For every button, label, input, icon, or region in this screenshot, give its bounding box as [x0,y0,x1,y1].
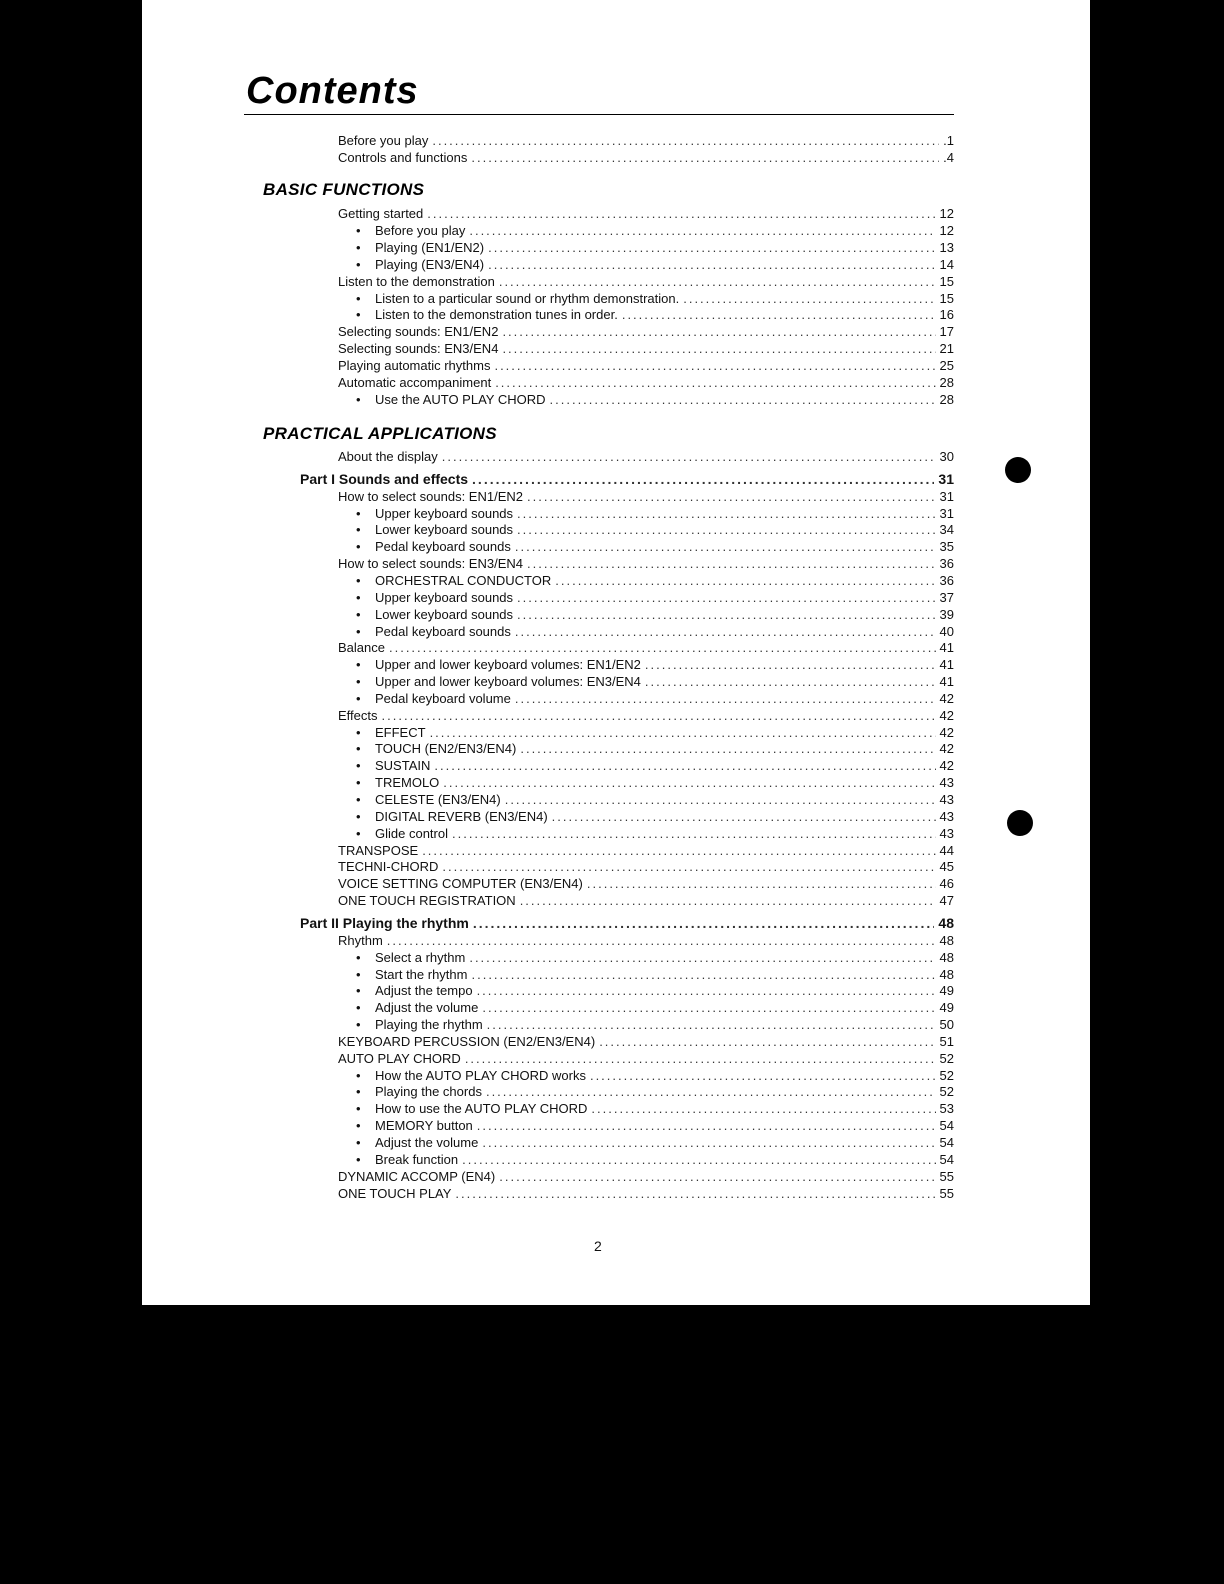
toc-entry [338,132,954,149]
dot-leader [495,374,935,391]
bullet-icon: • [356,1118,361,1134]
toc-entry [338,707,954,724]
dot-leader [462,1151,935,1168]
bullet-icon: • [356,1135,361,1150]
toc-label: Playing the chords [375,1084,482,1100]
toc-page-number: 53 [939,1101,954,1117]
toc-page-number: 13 [939,239,954,255]
toc-label: Listen to the demonstration tunes in order. [375,307,618,323]
toc-page-number: 28 [939,375,954,390]
toc-page-number: 48 [939,949,954,965]
toc-entry [356,791,954,808]
toc-page-number: 36 [939,556,954,572]
toc-entry [338,488,954,505]
toc-label: EFFECT [375,724,426,740]
dot-leader [382,707,936,724]
toc-page-number: 42 [939,724,954,740]
toc-label: How to select sounds: EN3/EN4 [338,556,523,572]
toc-entry [356,1016,954,1033]
toc-page-number: 12 [939,206,954,221]
toc-label: TREMOLO [375,775,440,791]
toc-entry [338,555,954,572]
toc-entry [356,757,954,774]
toc-label: Getting started [338,206,424,221]
toc-page-number: 42 [939,707,954,723]
toc-page-number: 14 [939,256,954,272]
dot-leader [515,690,936,707]
toc-label: Controls and functions [338,150,468,165]
toc-page-number: 55 [939,1185,954,1201]
toc-label: Upper and lower keyboard volumes: EN3/EN4 [375,674,641,690]
toc-label: SUSTAIN [375,758,431,774]
toc-page-number: 40 [939,623,954,639]
scan-border-left [0,0,122,1584]
dot-leader [683,290,935,307]
dot-leader [488,256,935,273]
toc-entry [356,966,954,983]
toc-page-number: 15 [939,290,954,306]
toc-page-number: 43 [939,775,954,791]
toc-page-number: 25 [939,358,954,374]
dot-leader [550,391,936,408]
toc-entry [356,222,954,239]
binder-hole-mark [1005,457,1031,483]
bullet-icon: • [356,724,361,740]
dot-leader [471,149,939,166]
toc-entry [356,1117,954,1134]
title-rule [244,114,954,115]
toc-page-number: 12 [939,222,954,238]
toc-page-number: 41 [939,674,954,690]
dot-leader [477,982,936,999]
toc-entry [356,673,954,690]
bullet-icon: • [356,775,361,791]
bullet-icon: • [356,1067,361,1083]
toc-label: Upper and lower keyboard volumes: EN1/EN2 [375,657,641,673]
toc-entry [338,1033,954,1050]
bullet-icon: • [356,741,361,757]
toc-label: Adjust the volume [375,1135,479,1150]
toc-entry [356,505,954,522]
toc-label: ONE TOUCH PLAY [338,1185,452,1201]
section-heading-practical: PRACTICAL APPLICATIONS [263,424,497,443]
toc-page-number: 41 [939,657,954,673]
toc-label: Pedal keyboard sounds [375,623,511,639]
dot-leader [515,538,936,555]
bullet-icon: • [356,572,361,588]
toc-entry [356,572,954,589]
dot-leader [645,673,936,690]
toc-entry [338,1185,954,1202]
toc-label: Part I Sounds and effects [300,470,469,487]
toc-label: CELESTE (EN3/EN4) [375,792,501,807]
bullet-icon: • [356,589,361,605]
bullet-icon: • [356,1101,361,1117]
bullet-icon: • [356,522,361,538]
toc-page-number: 15 [939,273,954,289]
toc-page-number: 44 [939,842,954,858]
toc-entry [338,639,954,656]
bullet-icon: • [356,606,361,622]
dot-leader [430,724,936,741]
toc-entry [338,448,954,465]
toc-part-entry [300,471,954,488]
bullet-icon: • [356,1000,361,1016]
toc-label: Start the rhythm [375,966,468,982]
toc-page-number: 52 [939,1084,954,1100]
dot-leader [499,1168,935,1185]
toc-page-number: 17 [939,324,954,340]
toc-entry [356,774,954,791]
dot-leader [520,892,936,909]
toc-label: Selecting sounds: EN1/EN2 [338,324,499,340]
toc-entry [338,273,954,290]
toc-label: Playing automatic rhythms [338,358,491,374]
bullet-icon: • [356,256,361,272]
dot-leader [471,966,935,983]
dot-leader [552,808,936,825]
toc-entry [338,323,954,340]
dot-leader [645,656,936,673]
bullet-icon: • [356,239,361,255]
toc-label: Pedal keyboard volume [375,690,511,706]
toc-page-number: 34 [939,522,954,538]
toc-label: Selecting sounds: EN3/EN4 [338,341,499,357]
toc-page-number: .1 [943,133,954,148]
bullet-icon: • [356,983,361,999]
toc-label: KEYBOARD PERCUSSION (EN2/EN3/EN4) [338,1033,596,1049]
bullet-icon: • [356,1017,361,1033]
dot-leader [505,791,936,808]
dot-leader [455,1185,935,1202]
dot-leader [443,774,935,791]
toc-entry [338,858,954,875]
toc-label: Adjust the tempo [375,983,473,999]
toc-label: About the display [338,449,438,464]
toc-entry [338,374,954,391]
dot-leader [422,842,935,859]
toc-page-number: 52 [939,1050,954,1066]
toc-label: Effects [338,707,378,723]
toc-entry [356,690,954,707]
toc-label: Before you play [338,133,429,148]
toc-entry [356,239,954,256]
bullet-icon: • [356,808,361,824]
toc-page-number: 41 [939,640,954,656]
bullet-icon: • [356,307,361,323]
toc-page-number: 54 [939,1151,954,1167]
toc-page-number: 43 [939,825,954,841]
dot-leader [434,757,935,774]
toc-label: Use the AUTO PLAY CHORD [375,391,546,407]
bullet-icon: • [356,623,361,639]
toc-entry [338,1050,954,1067]
dot-leader [502,323,935,340]
dot-leader [482,999,935,1016]
toc-entry [338,1168,954,1185]
toc-label: Break function [375,1151,459,1167]
toc-label: Playing the rhythm [375,1017,483,1033]
toc-entry [338,932,954,949]
bullet-icon: • [356,674,361,690]
toc-label: AUTO PLAY CHORD [338,1050,461,1066]
toc-page-number: 28 [939,391,954,407]
toc-entry [356,306,954,323]
dot-leader [389,639,936,656]
toc-label: Playing (EN3/EN4) [375,256,485,272]
toc-label: Balance [338,640,385,656]
toc-entry [356,521,954,538]
dot-leader [515,623,936,640]
toc-label: ONE TOUCH REGISTRATION [338,893,516,909]
toc-entry [338,357,954,374]
toc-label: Rhythm [338,932,383,948]
bullet-icon: • [356,222,361,238]
dot-leader [442,858,935,875]
dot-leader [591,1100,935,1117]
toc-page-number: .4 [943,150,954,165]
toc-page-number: 52 [939,1067,954,1083]
dot-leader [452,825,936,842]
dot-leader [527,488,936,505]
dot-leader [477,1117,936,1134]
bullet-icon: • [356,966,361,982]
toc-label: Adjust the volume [375,1000,479,1016]
toc-page-number: 21 [939,341,954,357]
bullet-icon: • [356,505,361,521]
toc-entry [356,999,954,1016]
toc-label: Listen to the demonstration [338,273,495,289]
toc-entry [356,589,954,606]
toc-label: DIGITAL REVERB (EN3/EN4) [375,808,548,824]
dot-leader [517,521,936,538]
toc-label: Playing (EN1/EN2) [375,239,485,255]
toc-entry [356,740,954,757]
dot-leader [517,505,936,522]
page-number: 2 [594,1238,602,1254]
toc-label: DYNAMIC ACCOMP (EN4) [338,1168,496,1184]
toc-page-number: 45 [939,859,954,875]
toc-label: Upper keyboard sounds [375,505,514,521]
bullet-icon: • [356,657,361,673]
toc-page-number: 49 [939,1000,954,1016]
toc-page-number: 42 [939,690,954,706]
toc-page-number: 35 [939,539,954,555]
scan-border-inner-left [122,0,142,1305]
dot-leader [432,132,939,149]
dot-leader [622,306,936,323]
toc-entry [356,982,954,999]
toc-page-number: 31 [938,470,954,487]
toc-page-number: 31 [939,488,954,504]
toc-page-number: 55 [939,1168,954,1184]
dot-leader [590,1067,936,1084]
bullet-icon: • [356,825,361,841]
toc-label: Part II Playing the rhythm [300,914,469,931]
toc-label: Pedal keyboard sounds [375,539,511,555]
toc-label: How to use the AUTO PLAY CHORD [375,1101,588,1117]
dot-leader [488,239,935,256]
toc-label: VOICE SETTING COMPUTER (EN3/EN4) [338,876,583,892]
toc-label: Automatic accompaniment [338,375,492,390]
toc-label: TOUCH (EN2/EN3/EN4) [375,741,517,757]
toc-entry [338,205,954,222]
dot-leader [469,222,935,239]
toc-label: MEMORY button [375,1118,473,1134]
bullet-icon: • [356,949,361,965]
dot-leader [494,357,935,374]
dot-leader [487,1016,936,1033]
toc-page-number: 43 [939,808,954,824]
toc-page-number: 36 [939,572,954,588]
toc-entry [356,1151,954,1168]
dot-leader [473,915,935,932]
toc-label: Listen to a particular sound or rhythm demonstration. [375,290,680,306]
dot-leader [555,572,935,589]
toc-entry [356,1083,954,1100]
toc-page-number: 42 [939,741,954,757]
toc-label: Select a rhythm [375,949,466,965]
toc-part-entry [300,915,954,932]
dot-leader [472,471,934,488]
dot-leader [517,606,936,623]
toc-label: TECHNI-CHORD [338,859,439,875]
toc-entry [356,656,954,673]
toc-page-number: 50 [939,1017,954,1033]
dot-leader [387,932,936,949]
toc-page-number: 46 [939,876,954,892]
dot-leader [587,875,936,892]
toc-entry [338,892,954,909]
toc-page-number: 30 [939,449,954,464]
scan-border-bottom [122,1305,1090,1584]
toc-page-number: 47 [939,893,954,909]
toc-page-number: 39 [939,606,954,622]
toc-label: ORCHESTRAL CONDUCTOR [375,572,552,588]
toc-entry [356,949,954,966]
toc-page-number: 37 [939,589,954,605]
toc-label: Before you play [375,222,466,238]
dot-leader [486,1083,936,1100]
toc-entry [356,606,954,623]
toc-page-number: 54 [939,1118,954,1134]
toc-entry [356,1134,954,1151]
toc-entry [338,340,954,357]
toc-page-number: 42 [939,758,954,774]
toc-entry [356,256,954,273]
toc-label: Upper keyboard sounds [375,589,514,605]
bullet-icon: • [356,758,361,774]
toc-page-number: 48 [938,914,954,931]
toc-entry [356,290,954,307]
bullet-icon: • [356,290,361,306]
toc-entry [338,875,954,892]
toc-label: TRANSPOSE [338,842,419,858]
toc-entry [356,538,954,555]
dot-leader [469,949,935,966]
toc-entry [356,808,954,825]
dot-leader [599,1033,935,1050]
toc-entry [356,825,954,842]
toc-entry [356,1067,954,1084]
bullet-icon: • [356,539,361,555]
toc-page-number: 51 [939,1033,954,1049]
toc-page-number: 31 [939,505,954,521]
dot-leader [465,1050,936,1067]
toc-page-number: 49 [939,983,954,999]
toc-entry [338,149,954,166]
dot-leader [499,273,936,290]
section-heading-basic: BASIC FUNCTIONS [263,180,425,199]
bullet-icon: • [356,391,361,407]
toc-label: Lower keyboard sounds [375,522,514,538]
dot-leader [427,205,935,222]
toc-entry [356,623,954,640]
toc-entry [356,724,954,741]
toc-entry [356,1100,954,1117]
toc-label: Glide control [375,825,448,841]
toc-page-number: 54 [939,1135,954,1150]
toc-entry [356,391,954,408]
toc-label: How to select sounds: EN1/EN2 [338,488,523,504]
toc-page-number: 43 [939,792,954,807]
toc-entry [338,842,954,859]
bullet-icon: • [356,792,361,807]
page-title: Contents [246,70,419,112]
dot-leader [517,589,936,606]
binder-hole-mark [1007,810,1033,836]
toc-label: Lower keyboard sounds [375,606,514,622]
dot-leader [482,1134,935,1151]
scan-border-right [1090,0,1224,1584]
dot-leader [527,555,936,572]
dot-leader [442,448,936,465]
dot-leader [520,740,935,757]
toc-label: How the AUTO PLAY CHORD works [375,1067,586,1083]
bullet-icon: • [356,1084,361,1100]
bullet-icon: • [356,1151,361,1167]
dot-leader [502,340,935,357]
toc-page-number: 48 [939,966,954,982]
bullet-icon: • [356,690,361,706]
toc-page-number: 16 [939,307,954,323]
toc-page-number: 48 [939,932,954,948]
